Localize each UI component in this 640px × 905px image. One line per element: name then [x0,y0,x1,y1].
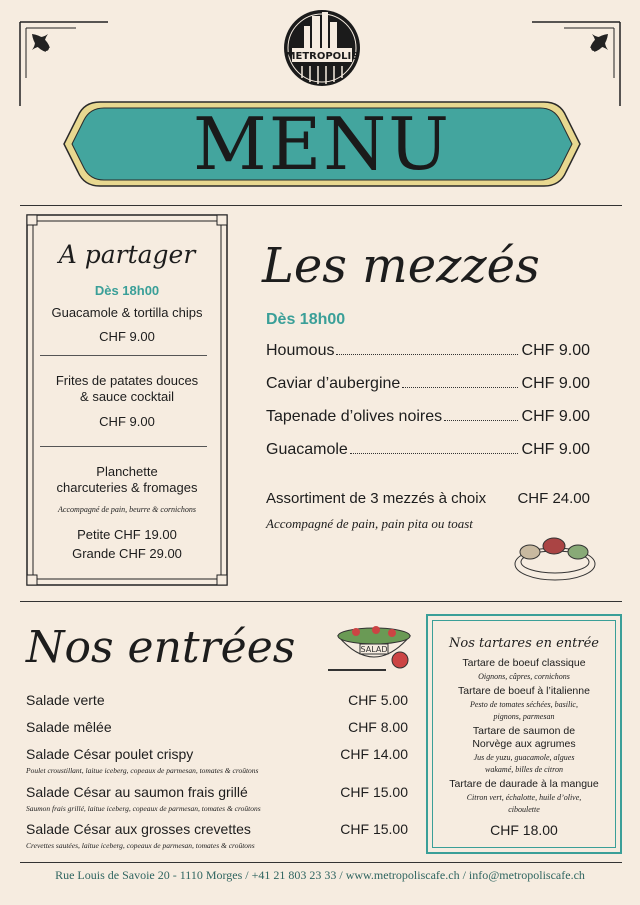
entree-price: CHF 8.00 [348,719,408,735]
share-item2-name-line1: Frites de patates douces [55,373,199,388]
entree-description: Poulet croustillant, laitue iceberg, copeaux de parmesan, tomates & croûtons [26,766,259,775]
dot-leader [402,375,517,388]
share-item1-name: Guacamole & tortilla chips [51,305,203,320]
tartare-name: Tartare de boeuf à l’italienne [458,685,590,697]
share-hours: Dès 18h00 [94,283,160,298]
tartare-description: Citron vert, échalotte, huile d’olive, [466,793,582,802]
share-divider-2 [40,446,207,447]
mezze-row [266,408,590,426]
page-title: MENU [193,102,451,186]
tartare-name: Tartare de boeuf classique [462,657,586,669]
mezzes-assortment-price: CHF 24.00 [517,490,590,507]
entree-name: Salade mêlée [26,719,112,735]
entree-price: CHF 15.00 [340,784,408,800]
entree-price: CHF 14.00 [340,746,408,762]
tartare-description: pignons, parmesan [493,712,555,721]
tartare-name: Norvège aux agrumes [472,738,576,750]
tartare-description: Oignons, câpres, cornichons [478,672,570,681]
entree-name: Salade César poulet crispy [26,746,194,762]
tartare-name: Tartare de daurade à la mangue [449,778,599,790]
tartare-description: ciboulette [508,805,540,814]
entree-name: Salade César au saumon frais grillé [26,784,248,800]
share-item3-name-line2: charcuteries & fromages [56,480,198,495]
entree-description: Crevettes sautées, laitue iceberg, copeaux de parmesan, tomates & croûtons [26,841,255,850]
share-item2-price: CHF 9.00 [99,414,155,429]
mezze-price: CHF 9.00 [521,342,590,359]
share-divider-1 [40,355,207,356]
entree-description: Saumon frais grillé, laitue iceberg, copeaux de parmesan, tomates & croûtons [26,804,261,813]
metropolis-logo [282,8,362,88]
mezze-name: Houmous [266,342,335,359]
mezze-row [266,441,590,459]
mezzes-hours: Dès 18h00 [266,311,346,328]
svg-text:SALAD: SALAD [360,645,388,654]
mezze-name: Caviar d’aubergine [266,375,401,392]
share-item3-price-small: Petite CHF 19.00 [77,527,177,542]
tartare-description: Pesto de tomates séchées, basilic, [470,700,578,709]
mezze-name: Guacamole [266,441,348,458]
entree-price: CHF 15.00 [340,821,408,837]
tartare-description: wakamé, billes de citron [485,765,563,774]
entree-name: Salade César aux grosses crevettes [26,821,251,837]
share-title: A partager [58,240,196,269]
tartare-description: Jus de yuzu, guacamole, algues [473,753,575,762]
mezze-price: CHF 9.00 [521,441,590,458]
dot-leader [336,342,517,355]
entrees-title: Nos entrées [26,622,296,673]
mezzes-assortment-note: Accompagné de pain, pain pita ou toast [266,516,473,531]
divider-bottom [20,862,622,863]
mezze-name: Tapenade d’olives noires [266,408,443,425]
divider-middle [20,601,622,602]
share-item1-price: CHF 9.00 [99,329,155,344]
tartares-title: Nos tartares en entrée [449,636,599,651]
salad-bowl-illustration [326,612,422,678]
mezze-row [266,375,590,393]
entree-name: Salade verte [26,692,105,708]
mezze-price: CHF 9.00 [521,375,590,392]
mezze-plate-illustration [512,532,598,584]
share-item3-price-large: Grande CHF 29.00 [72,546,182,561]
mezzes-title: Les mezzés [262,238,540,294]
logo-text: METROPOLIS [285,51,359,62]
divider-top [20,205,622,206]
share-item3-note: Accompagné de pain, beurre & cornichons [58,505,196,514]
mezze-price: CHF 9.00 [521,408,590,425]
dot-leader [444,408,517,421]
mezze-row [266,342,590,360]
tartares-price: CHF 18.00 [490,822,558,838]
dot-leader [350,441,518,454]
tartare-name: Tartare de saumon de [472,725,576,737]
entree-price: CHF 5.00 [348,692,408,708]
share-item3-name-line1: Planchette [96,464,158,479]
footer-contact: Rue Louis de Savoie 20 - 1110 Morges / +41 21 803 23 33 / www.metropoliscafe.ch / info@metropoliscafe.ch [55,868,585,882]
share-item2-name-line2: & sauce cocktail [80,389,174,404]
mezzes-assortment-name: Assortiment de 3 mezzés à choix [266,490,487,507]
